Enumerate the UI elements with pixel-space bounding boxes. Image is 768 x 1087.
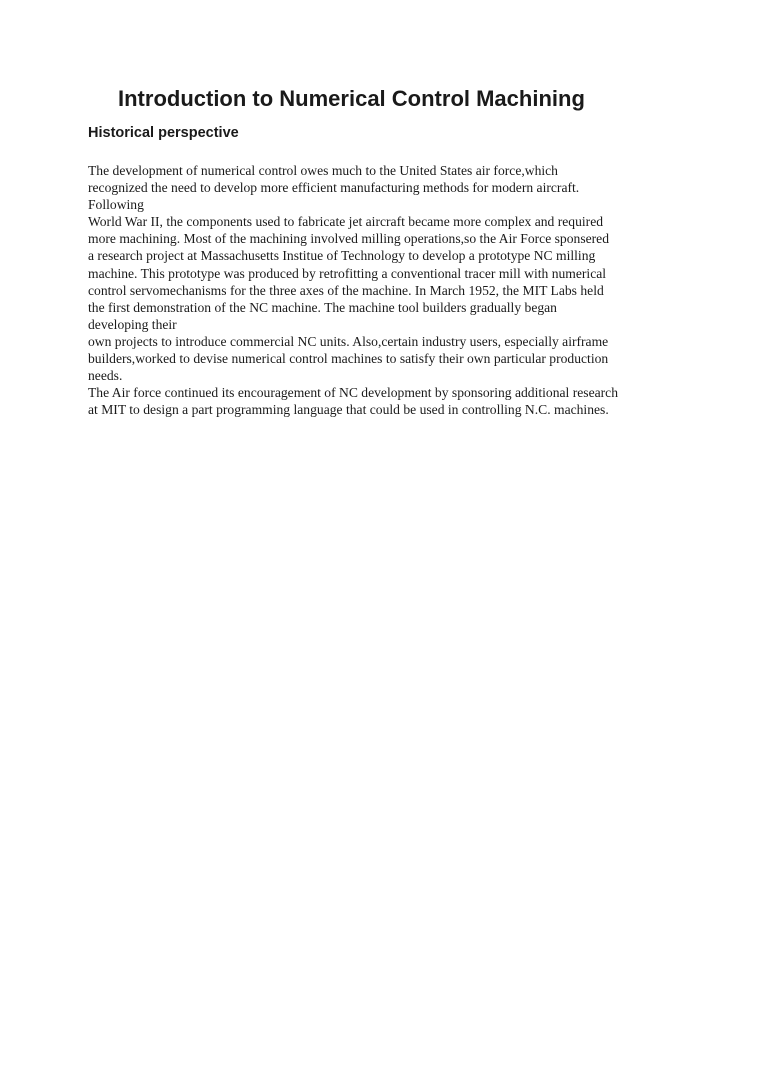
text-line: machine. This prototype was produced by retrofitting a conventional tracer mill with numerical (88, 265, 607, 281)
body-paragraph (88, 162, 688, 418)
text-line: control servomechanisms for the three axes of the machine. In March 1952, the MIT Labs held (88, 282, 604, 298)
section-heading: Historical perspective (88, 125, 239, 141)
document-title: Introduction to Numerical Control Machining (118, 86, 585, 111)
text-line: needs. (88, 368, 123, 384)
text-line: more machining. Most of the machining involved milling operations,so the Air Force sponsered (88, 231, 610, 247)
text-line: own projects to introduce commercial NC units. Also,certain industry users, especially airframe (88, 333, 609, 349)
text-line: the first demonstration of the NC machine. The machine tool builders gradually began (88, 299, 557, 315)
text-line: World War II, the components used to fabricate jet aircraft became more complex and required (88, 214, 604, 230)
text-line: at MIT to design a part programming language that could be used in controlling N.C. machines. (88, 402, 609, 418)
text-line: The development of numerical control owes much to the United States air force,which (88, 163, 558, 178)
text-line: Following (88, 197, 144, 213)
text-line: The Air force continued its encouragement of NC development by sponsoring additional research (88, 385, 618, 401)
text-line: a research project at Massachusetts Institue of Technology to develop a prototype NC milling (88, 248, 596, 264)
text-line: builders,worked to devise numerical control machines to satisfy their own particular production (88, 351, 609, 367)
text-line: developing their (88, 316, 177, 332)
text-line: recognized the need to develop more efficient manufacturing methods for modern aircraft. (88, 180, 580, 196)
